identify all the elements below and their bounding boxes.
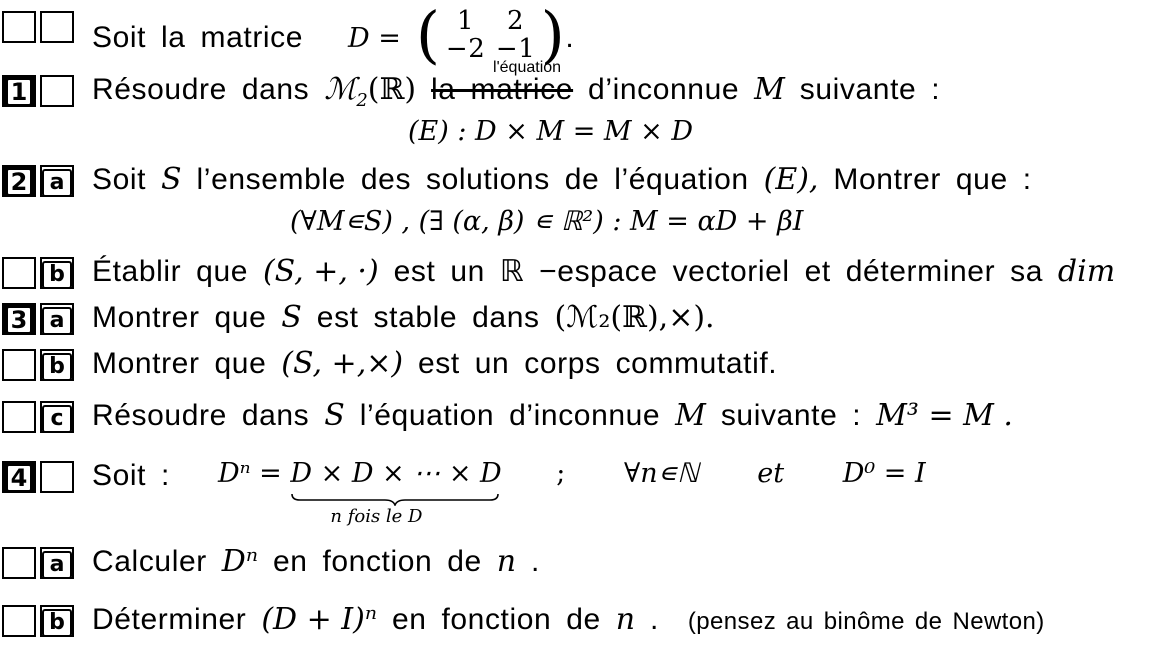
checkbox-empty[interactable] xyxy=(40,461,74,493)
text: Soit xyxy=(92,163,147,196)
intro-label: Soit la matrice xyxy=(92,20,304,54)
question-2a-text xyxy=(92,160,1032,200)
matrix-cell: 1 xyxy=(457,6,475,36)
subquestion-letter: a xyxy=(42,307,72,335)
text: Montrer que xyxy=(92,301,267,334)
structure: (S, +,×) xyxy=(281,346,404,381)
text: Montrer que xyxy=(92,347,267,380)
question-3b-row xyxy=(0,344,1151,384)
subquestion-badge xyxy=(40,401,74,433)
text: suivante : xyxy=(720,399,862,432)
equation: M³ = M . xyxy=(876,398,1013,433)
question-3c-text xyxy=(92,396,1013,436)
struck-text: la matrice xyxy=(431,73,574,106)
dim: dim xyxy=(1057,254,1116,289)
question-number: 4 xyxy=(6,464,32,492)
text: suivante : xyxy=(799,73,941,106)
matrix-cell: −2 xyxy=(445,34,486,64)
question-number: 2 xyxy=(6,168,32,196)
text: en fonction de xyxy=(391,603,601,636)
question-number: 3 xyxy=(6,306,32,334)
checkbox-empty[interactable] xyxy=(40,11,74,43)
power-lhs: Dⁿ = xyxy=(218,458,282,489)
question-4a-row xyxy=(0,542,1151,582)
equation: (E) : D × M = M × D xyxy=(408,116,693,147)
period: . xyxy=(531,545,540,578)
text: est un corps commutatif. xyxy=(418,347,778,380)
question-2a-row xyxy=(0,160,1151,200)
structure: (S, +, ·) xyxy=(262,254,379,289)
expression: (D + I)ⁿ xyxy=(261,602,377,637)
space-arg: (ℝ) xyxy=(367,72,417,107)
variable: n xyxy=(615,602,636,637)
question-4-text xyxy=(92,456,170,496)
question-2b-text xyxy=(92,252,1115,292)
period: . xyxy=(565,20,575,54)
subquestion-letter: b xyxy=(42,353,72,381)
question-1-text xyxy=(92,59,941,121)
checkbox-empty[interactable] xyxy=(2,349,36,381)
power-definition xyxy=(218,458,926,527)
equation-ref: (E), xyxy=(763,162,819,197)
subquestion-letter: b xyxy=(42,609,72,637)
subquestion-letter: c xyxy=(42,405,72,433)
question-number-badge xyxy=(2,303,36,335)
text: Montrer que : xyxy=(833,163,1032,196)
underbrace-icon xyxy=(290,492,500,506)
text: Établir que xyxy=(92,255,249,288)
correction xyxy=(431,59,574,110)
structure: (ℳ₂(ℝ),×). xyxy=(554,300,715,335)
subquestion-badge xyxy=(40,165,74,197)
space-symbol: ℳ xyxy=(324,72,357,107)
question-4b-row xyxy=(0,600,1151,640)
matrix-cell: −1 xyxy=(495,34,536,64)
variable: M xyxy=(675,398,706,433)
question-4b-text xyxy=(92,600,1045,642)
text: Résoudre dans xyxy=(92,399,310,432)
question-number: 1 xyxy=(6,78,32,106)
product-with-brace xyxy=(290,458,502,527)
brace-label: n fois le D xyxy=(330,506,423,527)
variable: M xyxy=(754,72,785,107)
hint: (pensez au binôme de Newton) xyxy=(687,608,1045,635)
checkbox-empty[interactable] xyxy=(2,547,36,579)
checkbox-empty[interactable] xyxy=(2,605,36,637)
equation-E xyxy=(408,116,693,147)
checkbox-empty[interactable] xyxy=(2,257,36,289)
subquestion-letter: a xyxy=(42,169,72,197)
quantifier: ∀n∊ℕ xyxy=(624,458,699,489)
expression: Dⁿ xyxy=(221,544,258,579)
base-case: D⁰ = I xyxy=(842,458,926,489)
checkbox-empty[interactable] xyxy=(2,401,36,433)
text: l’équation d’inconnue xyxy=(359,399,661,432)
subquestion-letter: a xyxy=(42,551,72,579)
matrix-cell: 2 xyxy=(507,6,525,36)
matrix-D: ( 1 2 −2 −1 ) xyxy=(415,0,566,71)
text: d’inconnue xyxy=(588,73,740,106)
variable: S xyxy=(281,300,302,335)
matrix-lhs: D = xyxy=(348,22,401,54)
subquestion-badge xyxy=(40,349,74,381)
question-4-row xyxy=(0,456,1151,527)
subquestion-badge xyxy=(40,257,74,289)
matrix-space xyxy=(324,72,417,111)
text: Soit : xyxy=(92,459,170,492)
text: l’ensemble des solutions de l’équation xyxy=(196,163,749,196)
period: . xyxy=(650,603,659,636)
question-3a-row xyxy=(0,298,1151,338)
variable: n xyxy=(496,544,517,579)
question-3c-row xyxy=(0,396,1151,436)
variable: S xyxy=(161,162,182,197)
product: D × D × ⋯ × D xyxy=(290,458,502,489)
equation: (∀M∊S) , (∃ (α, β) ∊ ℝ²) : M = αD + βI xyxy=(290,206,804,237)
separator: ; xyxy=(556,458,566,489)
subquestion-badge xyxy=(40,605,74,637)
question-2b-row xyxy=(0,252,1151,292)
question-3b-text xyxy=(92,344,777,384)
question-4a-text xyxy=(92,542,540,582)
text: Calculer xyxy=(92,545,207,578)
text: en fonction de xyxy=(272,545,482,578)
subquestion-letter: b xyxy=(42,261,72,289)
text: est un ℝ −espace vectoriel et déterminer sa xyxy=(393,255,1043,288)
checkbox-empty[interactable] xyxy=(2,11,36,43)
space-sub: 2 xyxy=(356,90,368,111)
text: est stable dans xyxy=(316,301,540,334)
question-1-row xyxy=(0,59,1151,111)
checkbox-empty[interactable] xyxy=(40,75,74,107)
inserted-text: l'équation xyxy=(493,59,562,76)
subquestion-badge xyxy=(40,547,74,579)
text: Résoudre dans xyxy=(92,73,310,106)
question-number-badge xyxy=(2,461,36,493)
text: Déterminer xyxy=(92,603,247,636)
question-number-badge xyxy=(2,75,36,107)
subquestion-badge xyxy=(40,303,74,335)
conjunction: et xyxy=(757,458,785,489)
question-number-badge xyxy=(2,165,36,197)
variable: S xyxy=(324,398,345,433)
equation-S xyxy=(290,206,803,237)
question-3a-text xyxy=(92,298,715,338)
